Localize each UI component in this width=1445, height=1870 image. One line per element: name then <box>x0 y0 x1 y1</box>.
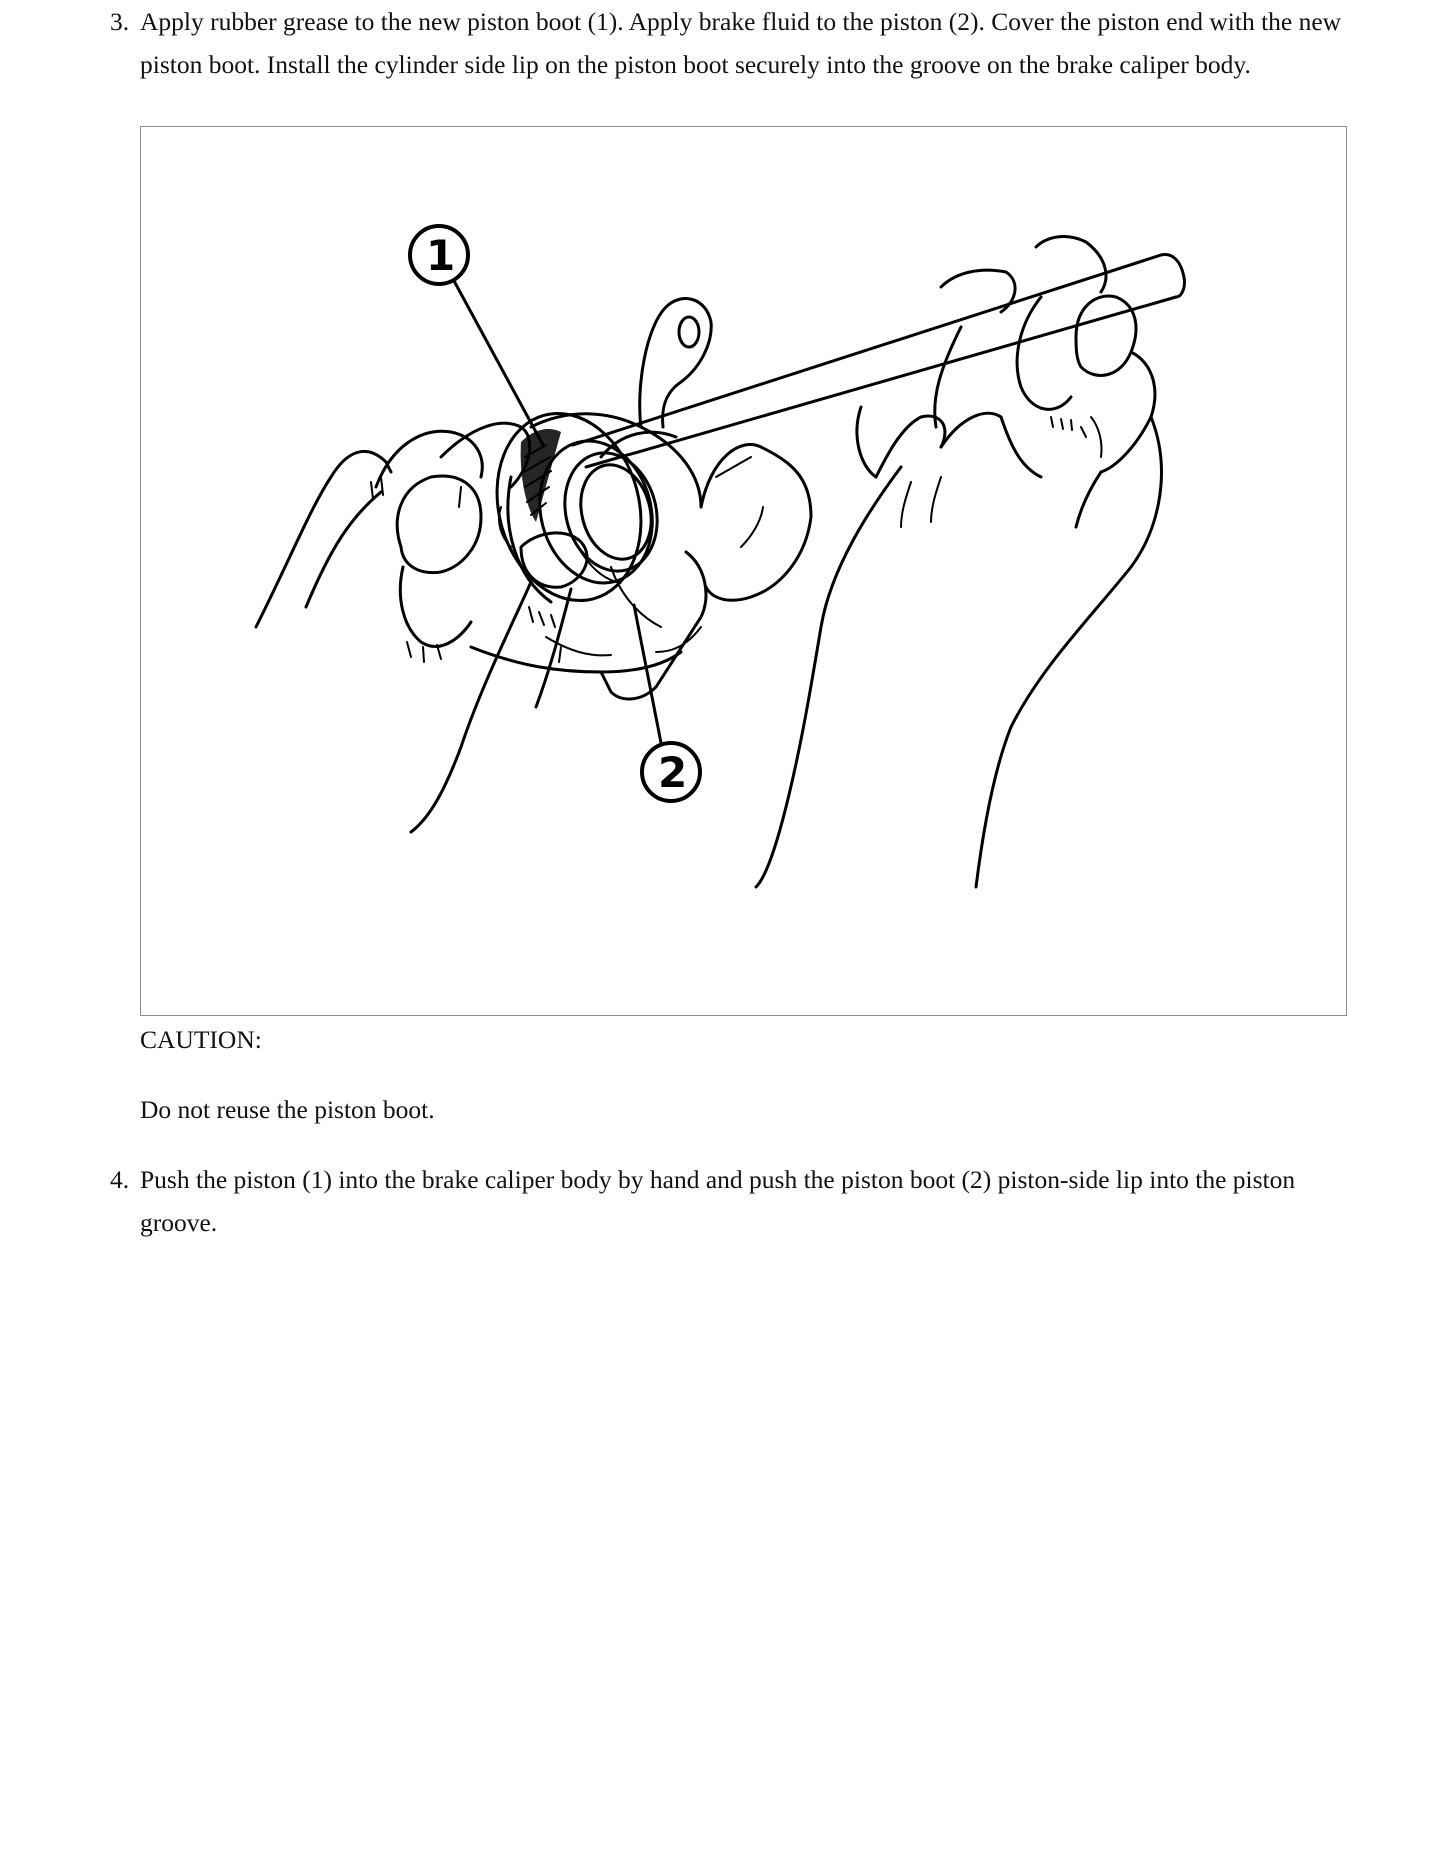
piston-boot-installation-illustration <box>141 127 1347 1016</box>
caution-text: Do not reuse the piston boot. <box>140 1095 435 1124</box>
step-number: 3. <box>110 7 130 36</box>
callout-2-label: 2 <box>658 748 688 797</box>
step-text: Push the piston (1) into the brake caliper body by hand and push the piston boot (2) piston-side lip into the piston groove. <box>140 1165 1296 1237</box>
step-number: 4. <box>110 1165 130 1194</box>
step-text: Apply rubber grease to the new piston boot (1). Apply brake fluid to the piston (2). Cover the piston end with the new piston boot. Install the cylinder side lip on the piston boot securely into the groove on the brake caliper body. <box>140 7 1342 79</box>
illustration-frame <box>140 126 1347 1016</box>
callout-1-label: 1 <box>426 231 456 280</box>
caution-label: CAUTION: <box>140 1025 262 1054</box>
